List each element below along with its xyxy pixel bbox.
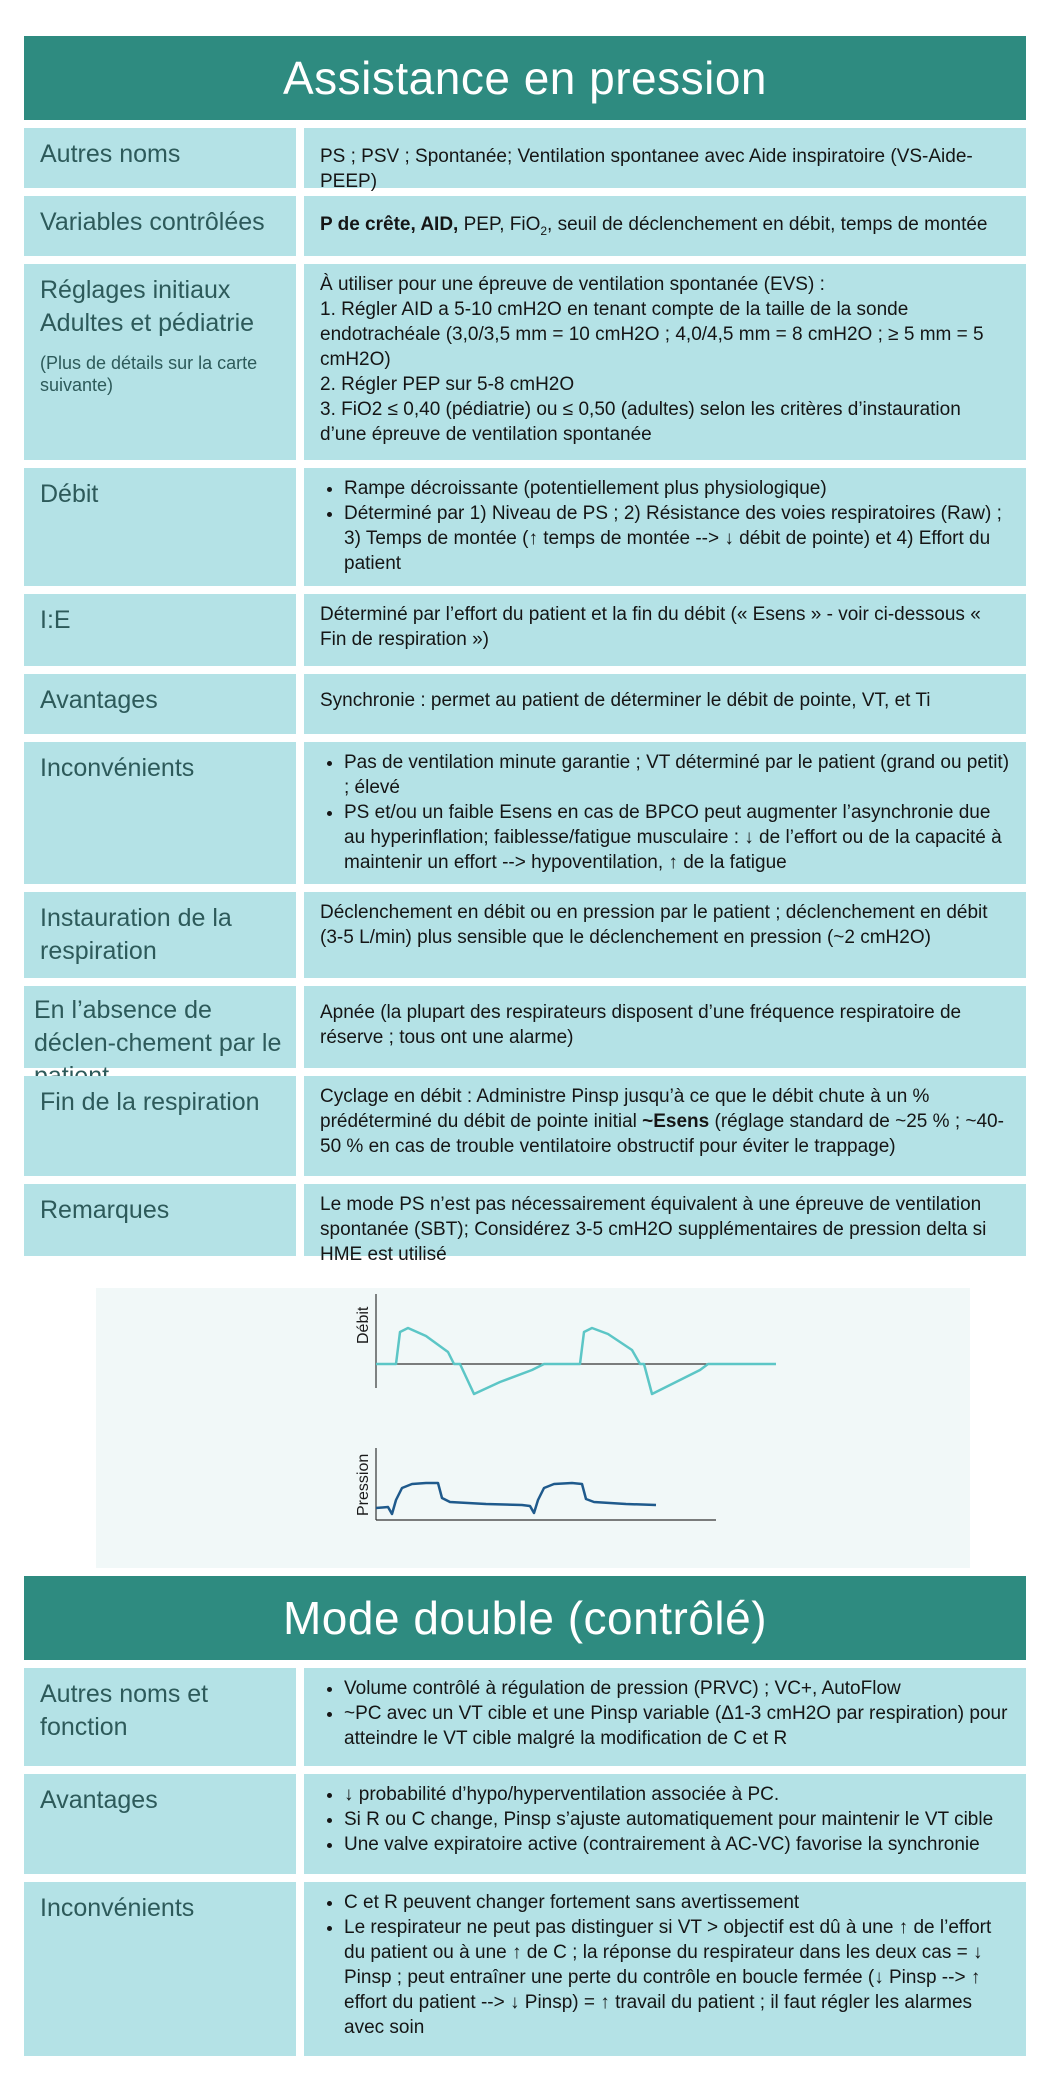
row-content [304,468,1026,586]
row-content [304,1774,1026,1874]
row-disadvantages [24,1882,1026,2056]
list-item: • ~PC avec un VT cible et une Pinsp variable (Δ1-3 cmH2O par respiration) pour atteindre le VT cible malgré la modification de C et R [344,1701,1010,1751]
bullet-list [320,1890,1010,2040]
row-label: Variables contrôlées [24,196,296,256]
row-content [304,1882,1026,2056]
row-content: Synchronie : permet au patient de déterminer le débit de pointe, VT, et Ti [304,674,1026,734]
section-title: Mode double (contrôlé) [24,1576,1026,1660]
row-content [304,742,1026,884]
list-item: • C et R peuvent changer fortement sans avertissement [344,1890,1010,1915]
text: (réglage standard de ~25 % ; ~40-50 % en cas de trouble ventilatoire obstructif pour éviter le trappage) [320,1111,1004,1157]
row-label: Remarques [24,1184,296,1256]
row-content [304,1076,1026,1176]
list-item: • Une valve expiratoire active (contrairement à AC-VC) favorise la synchronie [344,1832,1010,1857]
flow-waveform [376,1328,776,1394]
bullet-list [320,750,1010,875]
row-label: Autres noms et fonction [24,1668,296,1766]
row-other-names-function [24,1668,1026,1766]
label-note: (Plus de détails sur la carte suivante) [40,353,258,395]
row-remarks [24,1184,1026,1265]
row-initial-settings [24,264,1026,460]
row-content: Apnée (la plupart des respirateurs disposent d’une fréquence respiratoire de réserve ; tous ont une alarme) [304,986,1026,1068]
subscript: 2 [540,223,548,238]
pressure-waveform [376,1483,656,1514]
flow-axis-label: Débit [355,1306,372,1344]
waveform-svg [96,1288,970,1568]
list-item: • Rampe décroissante (potentiellement plus physiologique) [344,476,1010,501]
pressure-axis-label: Pression [355,1453,372,1516]
row-no-patient-trigger [24,986,1026,1068]
row-breath-initiation [24,892,1026,978]
bullet-list [320,476,1010,576]
row-label: Avantages [24,674,296,734]
row-disadvantages [24,742,1026,884]
section-dual-mode [24,1576,1026,2056]
section-pressure-support [24,36,1026,1265]
label-text: Réglages initiaux Adultes et pédiatrie [40,276,255,337]
row-label: En l’absence de déclen-chement par le [24,986,296,1068]
bullet-list [320,1676,1010,1751]
row-other-names [24,128,1026,192]
bold-text: ~Esens [642,1111,710,1132]
section-title: Assistance en pression [24,36,1026,120]
list-item: • Pas de ventilation minute garantie ; VT déterminé par le patient (grand ou petit) ; élevé [344,750,1010,800]
text: PEP, FiO [458,214,541,235]
list-item: • ↓ probabilité d’hypo/hyperventilation associée à PC. [344,1782,1010,1807]
text-line: 3. FiO2 ≤ 0,40 (pédiatrie) ou ≤ 0,50 (adultes) selon les critères d’instauration d’une épreuve de ventilation spontanée [320,399,961,445]
text: Cyclage en débit : Administre Pinsp jusqu’à ce que le débit chute à un % prédéterminé du débit de pointe initial [320,1086,930,1132]
row-label: Inconvénients [24,1882,296,2056]
bullet-list [320,1782,1010,1857]
list-item: • Déterminé par 1) Niveau de PS ; 2) Résistance des voies respiratoires (Raw) ; 3) Temps de montée (↑ temps de montée --> ↓ débit de pointe) et 4) Effort du patient [344,501,1010,576]
row-label [24,264,296,460]
row-label: Instauration de la respiration [24,892,296,978]
row-flow [24,468,1026,586]
text-line: À utiliser pour une épreuve de ventilation spontanée (EVS) : [320,274,825,295]
row-label: I:E [24,594,296,666]
row-controlled-variables [24,196,1026,256]
list-item: • PS et/ou un faible Esens en cas de BPCO peut augmenter l’asynchronie due au hyperinflation; faiblesse/fatigue musculaire : ↓ de l’effort ou de la capacité à maintenir un effort --> hypoventilation, ↑ de la fatigue [344,800,1010,875]
list-item: • Si R ou C change, Pinsp s’ajuste automatiquement pour maintenir le VT cible [344,1807,1010,1832]
text-line: 2. Régler PEP sur 5-8 cmH2O [320,374,575,395]
row-label: Inconvénients [24,742,296,884]
row-label: Autres noms [24,128,296,188]
list-item: • Volume contrôlé à régulation de pression (PRVC) ; VC+, AutoFlow [344,1676,1010,1701]
row-content [304,196,1026,256]
row-breath-termination [24,1076,1026,1176]
list-item: • Le respirateur ne peut pas distinguer si VT > objectif est dû à une ↑ de l’effort du patient ou à une ↑ de C ; la réponse du respirateur dans les deux cas = ↓ Pinsp ; peut entraîner une perte du contrôle en boucle fermée (↓ Pinsp --> ↑ effort du patient --> ↓ Pinsp) = ↑ travail du patient ; il faut régler les alarmes avec soin [344,1915,1010,2040]
row-label: Débit [24,468,296,586]
row-label: Avantages [24,1774,296,1874]
row-advantages [24,1774,1026,1874]
row-ie-ratio [24,594,1026,666]
text: , seuil de déclenchement en débit, temps de montée [547,214,988,235]
bold-text: P de crête, AID, [320,214,459,235]
text-line: 1. Régler AID a 5-10 cmH2O en tenant compte de la taille de la sonde endotrachéale (3,0/3,5 mm = 10 cmH2O ; 4,0/4,5 mm = 8 cmH2O ; ≥ 5 mm = 5 cmH2O) [320,299,984,370]
waveform-illustration [96,1288,970,1568]
row-content [304,264,1026,460]
row-content: Déclenchement en débit ou en pression par le patient ; déclenchement en débit (3-5 L/min) plus sensible que le déclenchement en pression (~2 cmH2O) [304,892,1026,978]
row-advantages [24,674,1026,734]
row-label: Fin de la respiration [24,1076,296,1176]
row-content: Le mode PS n’est pas nécessairement équivalent à une épreuve de ventilation spontanée (SBT); Considérez 3-5 cmH2O supplémentaires de pression delta si HME est utilisé [304,1184,1026,1256]
row-content: PS ; PSV ; Spontanée; Ventilation spontanee avec Aide inspiratoire (VS-Aide-PEEP) [304,128,1026,188]
row-content [304,1668,1026,1766]
row-content: Déterminé par l’effort du patient et la fin du débit (« Esens » - voir ci-dessous « Fin de respiration ») [304,594,1026,666]
